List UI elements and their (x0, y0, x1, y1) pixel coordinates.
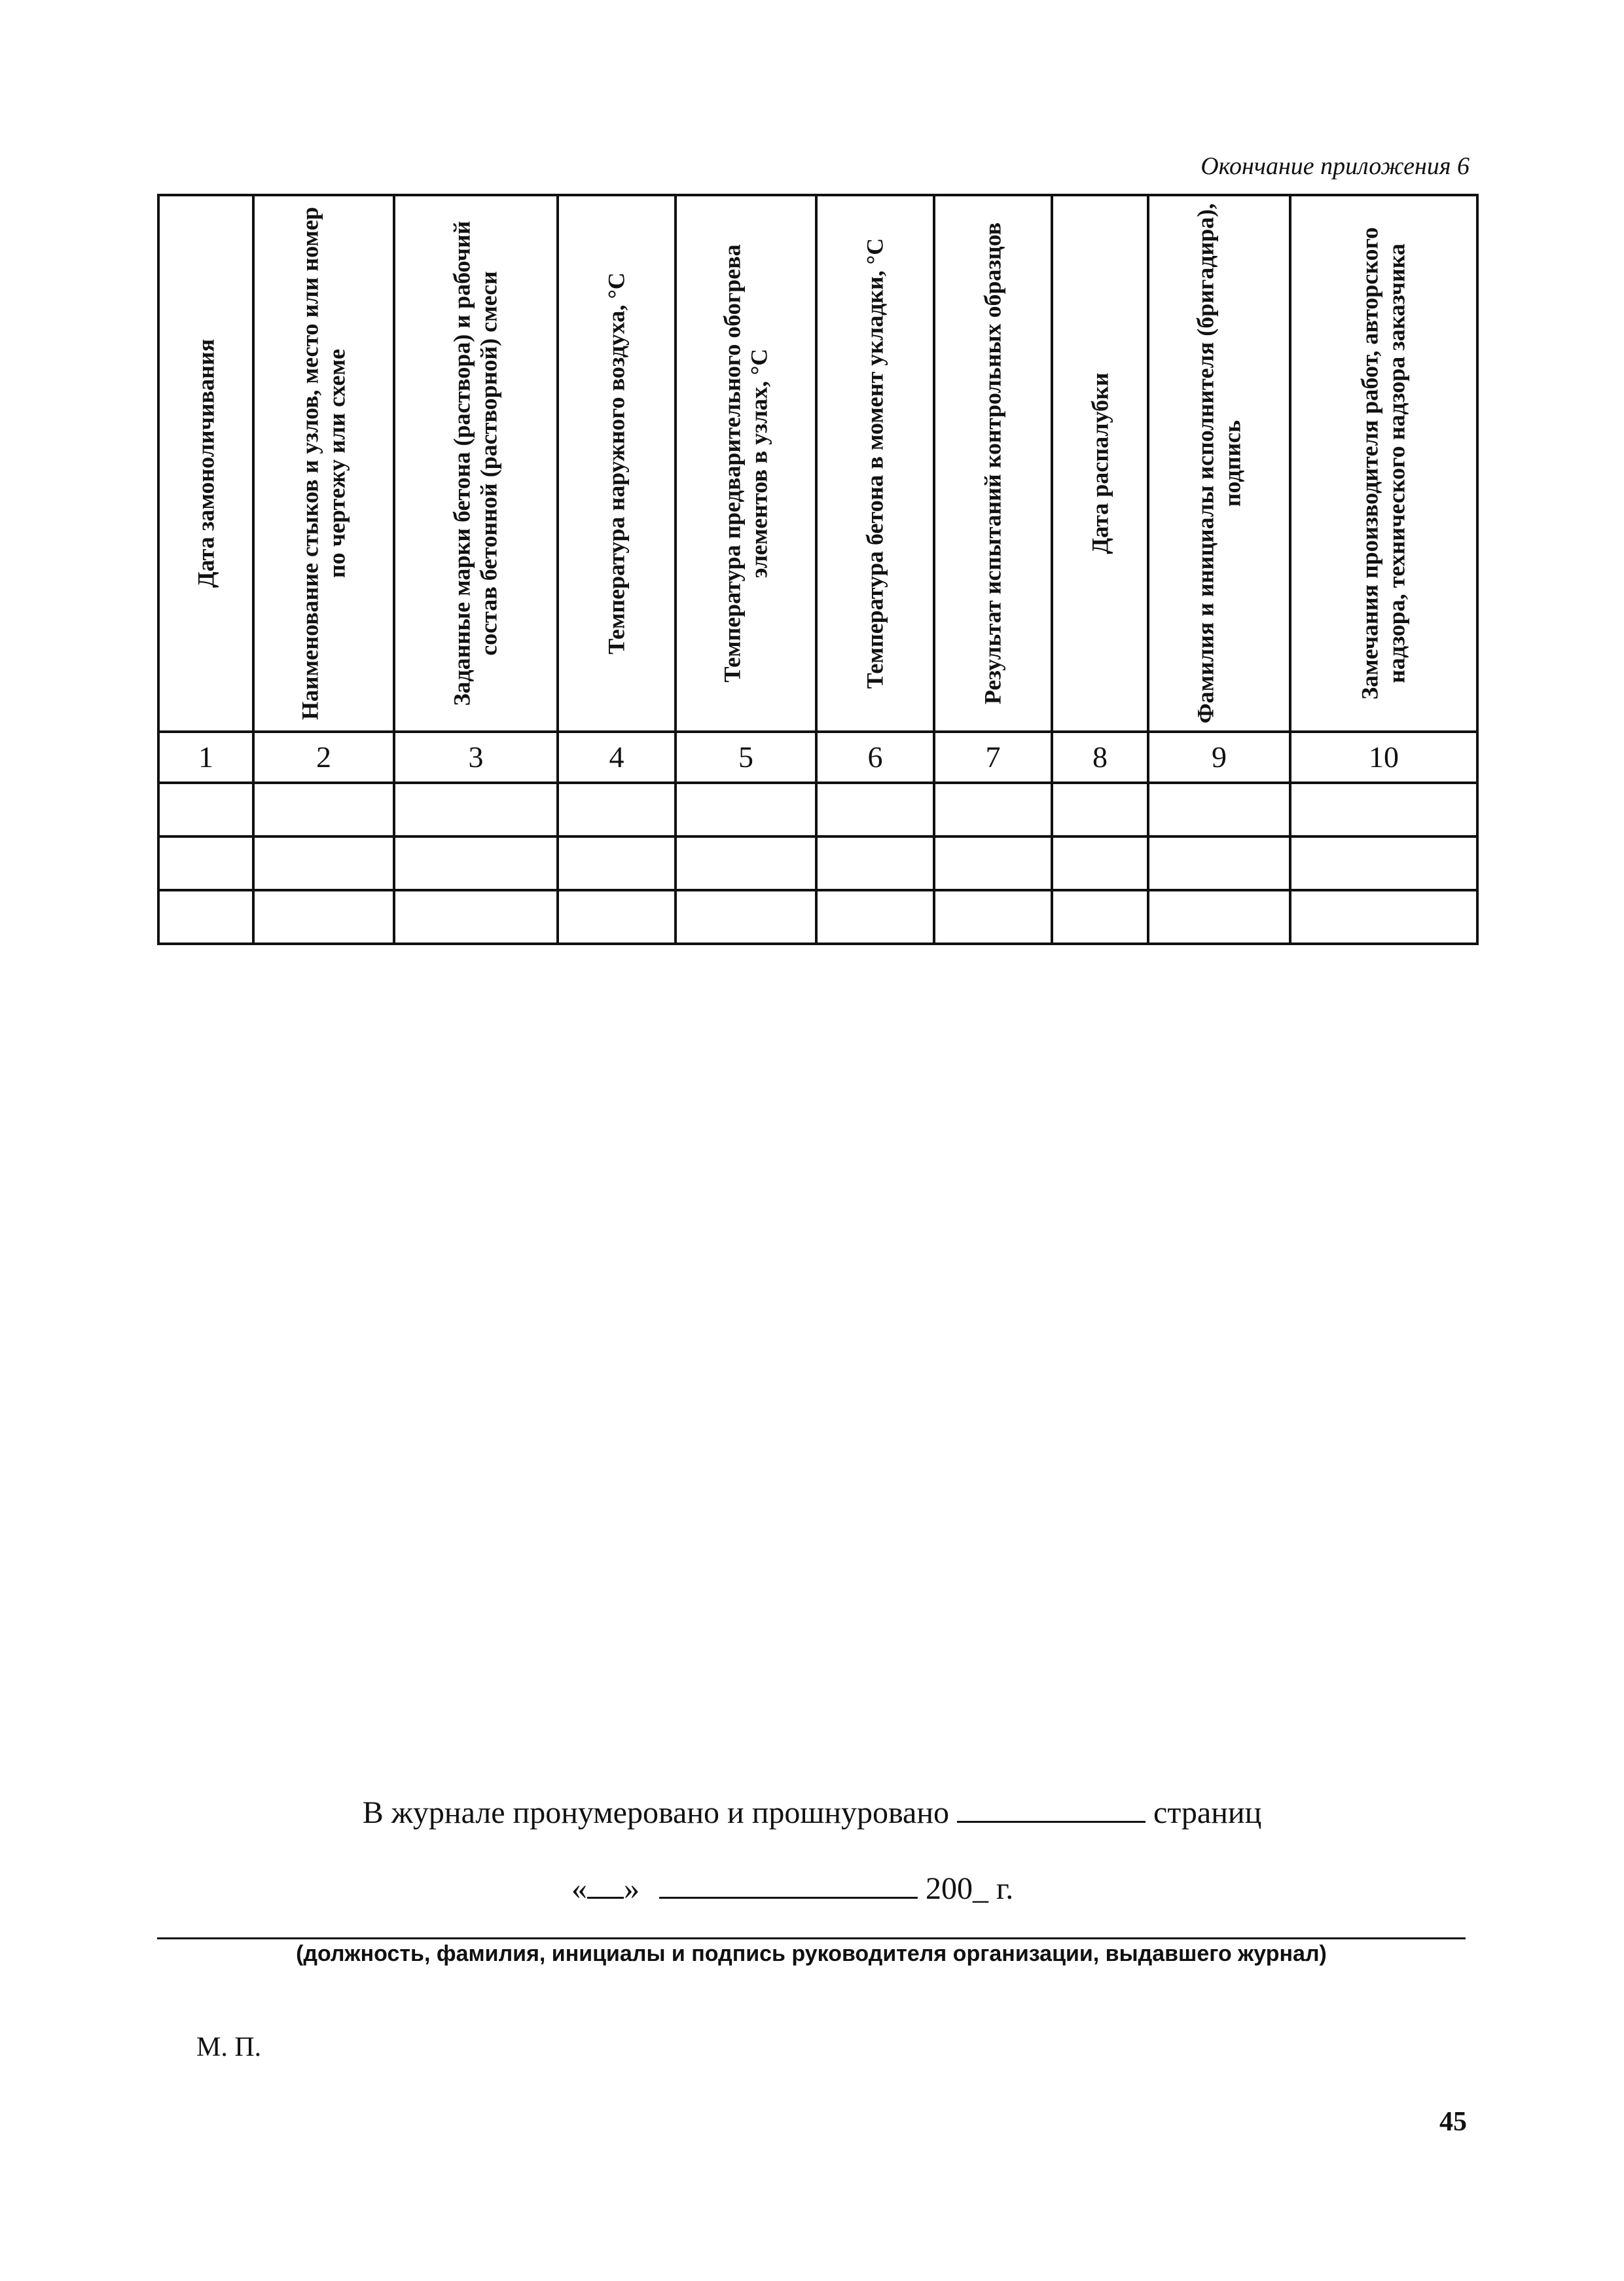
header-row (158, 195, 1477, 732)
column-number: 1 (158, 732, 253, 783)
table-cell[interactable] (1148, 783, 1290, 836)
column-number: 9 (1148, 732, 1290, 783)
table-cell[interactable] (676, 836, 816, 890)
table-cell[interactable] (934, 890, 1052, 944)
journal-table (157, 194, 1479, 945)
header-cell (253, 195, 394, 732)
day-blank[interactable] (587, 1897, 624, 1899)
header-label: Фамилия и инициалы исполнителя (бригадира), подпись (1192, 203, 1246, 724)
table-cell[interactable] (816, 783, 934, 836)
table-cell[interactable] (1290, 890, 1477, 944)
header-cell (394, 195, 558, 732)
column-number: 4 (558, 732, 676, 783)
header-cell (676, 195, 816, 732)
seal-label: М. П. (196, 2032, 262, 2062)
close-quote: » (624, 1871, 640, 1906)
table-cell[interactable] (1052, 836, 1148, 890)
header-label: Температура наружного воздуха, °С (603, 272, 630, 655)
table-cell[interactable] (1148, 836, 1290, 890)
table-cell[interactable] (676, 783, 816, 836)
header-cell (816, 195, 934, 732)
column-number: 7 (934, 732, 1052, 783)
appendix-caption: Окончание приложения 6 (1200, 153, 1470, 180)
table-row (158, 783, 1477, 836)
table-cell[interactable] (158, 783, 253, 836)
header-label: Замечания производителя работ, авторского надзора, технического надзора заказчика (1356, 227, 1410, 700)
header-label: Температура предварительного обогрева элементов в узлах, °С (719, 244, 772, 683)
open-quote: « (571, 1871, 587, 1906)
table-cell[interactable] (394, 890, 558, 944)
year-label: 200_ г. (926, 1871, 1014, 1906)
table-cell[interactable] (253, 836, 394, 890)
pagination-statement (0, 1795, 1624, 1831)
signature-line[interactable] (157, 1937, 1466, 1939)
column-number: 10 (1290, 732, 1477, 783)
table-row (158, 836, 1477, 890)
page-count-blank[interactable] (957, 1821, 1146, 1823)
column-number: 5 (676, 732, 816, 783)
header-label: Заданные марки бетона (раствора) и рабочий состав бетонной (растворной) смеси (448, 221, 502, 706)
header-label: Дата распалубки (1086, 372, 1113, 554)
table-cell[interactable] (558, 836, 676, 890)
table-cell[interactable] (934, 836, 1052, 890)
table-cell[interactable] (558, 890, 676, 944)
table-cell[interactable] (816, 890, 934, 944)
header-label: Температура бетона в момент укладки, °С (861, 238, 888, 689)
table-cell[interactable] (253, 783, 394, 836)
header-cell (1148, 195, 1290, 732)
header-cell (1052, 195, 1148, 732)
header-cell (934, 195, 1052, 732)
signature-caption: (должность, фамилия, инициалы и подпись руководителя организации, выдавшего журнал) (296, 1941, 1327, 1966)
table-cell[interactable] (394, 783, 558, 836)
table-cell[interactable] (1052, 783, 1148, 836)
pagination-suffix: страниц (1153, 1795, 1262, 1830)
column-number: 2 (253, 732, 394, 783)
table-cell[interactable] (934, 783, 1052, 836)
header-cell (1290, 195, 1477, 732)
header-cell (158, 195, 253, 732)
table-cell[interactable] (158, 836, 253, 890)
column-number: 3 (394, 732, 558, 783)
table-cell[interactable] (676, 890, 816, 944)
header-cell (558, 195, 676, 732)
table-row (158, 890, 1477, 944)
column-number-row (158, 732, 1477, 783)
column-number: 6 (816, 732, 934, 783)
header-label: Результат испытаний контрольных образцов (979, 222, 1006, 705)
table-cell[interactable] (816, 836, 934, 890)
header-label: Наименование стыков и узлов, место или номер по чертежу или схеме (297, 207, 350, 720)
table-body (158, 783, 1477, 944)
column-number: 8 (1052, 732, 1148, 783)
page-number: 45 (1439, 2107, 1467, 2137)
header-label: Дата замоноличивания (192, 338, 219, 588)
table-cell[interactable] (1052, 890, 1148, 944)
pagination-prefix: В журнале пронумеровано и прошнуровано (362, 1795, 950, 1830)
table-cell[interactable] (253, 890, 394, 944)
table-cell[interactable] (1290, 836, 1477, 890)
table-cell[interactable] (394, 836, 558, 890)
date-statement (571, 1871, 1013, 1907)
table-cell[interactable] (1290, 783, 1477, 836)
table-cell[interactable] (158, 890, 253, 944)
month-blank[interactable] (659, 1897, 918, 1899)
table-cell[interactable] (1148, 890, 1290, 944)
table-cell[interactable] (558, 783, 676, 836)
